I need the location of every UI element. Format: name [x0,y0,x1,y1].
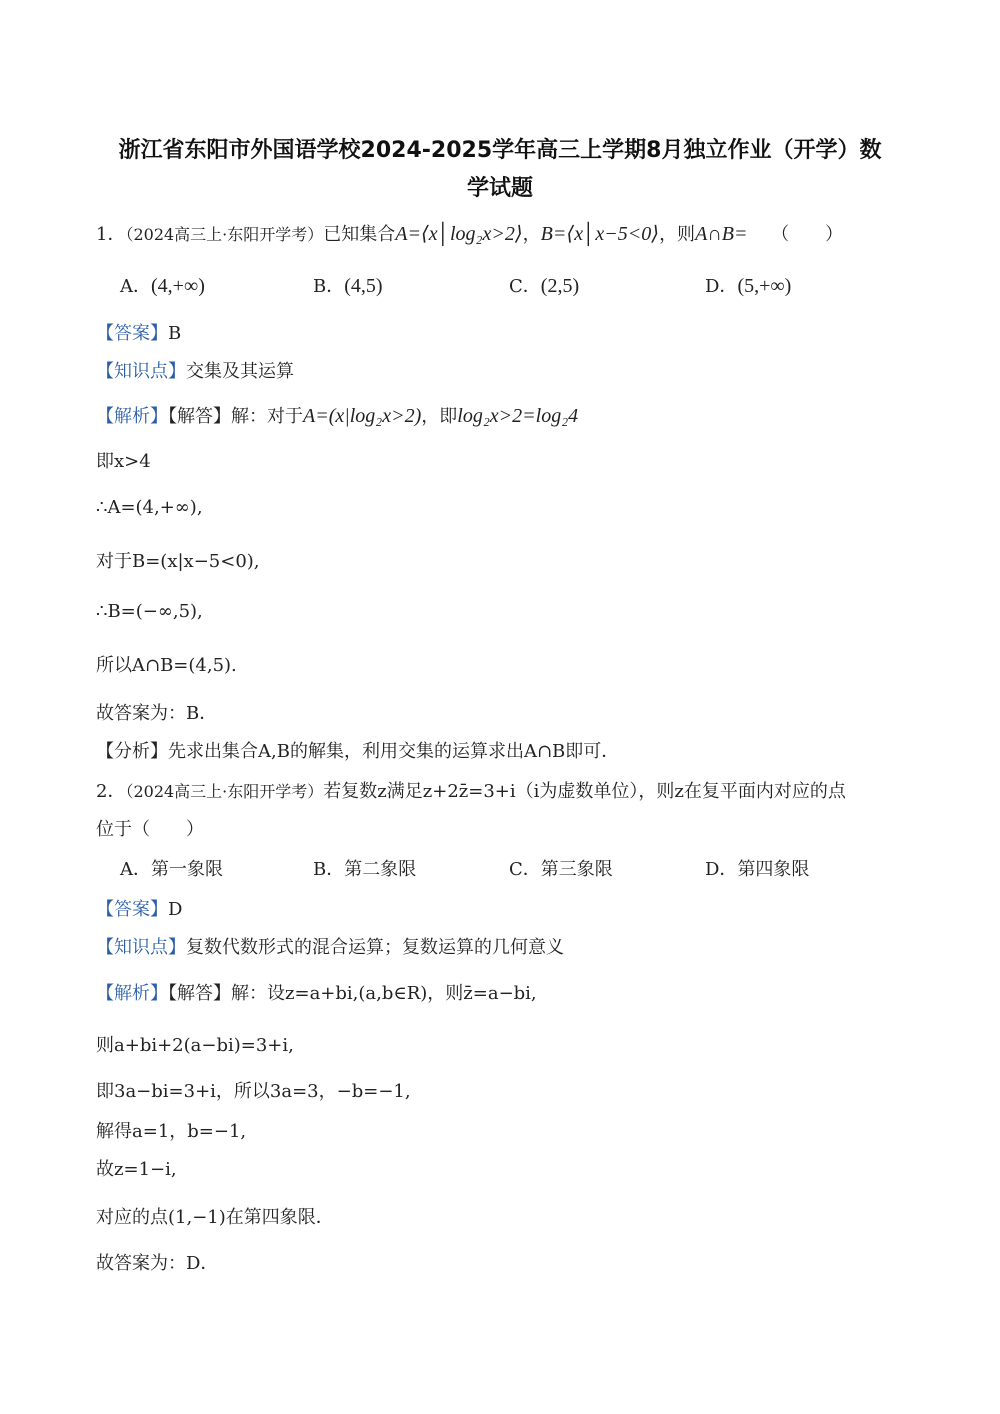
q2-option-c-letter: C． [509,859,541,880]
q1-solution-line: 对于B=(x|x−5<0), [96,551,260,572]
q1-option-c-letter: C． [509,276,541,297]
q1-ask: A∩B= [695,223,748,245]
q2-solution-line: 解得a=1，b=−1, [96,1121,247,1142]
q1-comma: ， [522,224,541,245]
q2-option-d-value: 第四象限 [737,859,810,880]
q1-option-a-letter: A． [120,276,151,297]
q2-stem-line1 [96,780,846,804]
q2-solution-line: 故z=1−i, [96,1159,177,1180]
q1-set-b: B=⟨x│x−5<0⟩ [540,223,660,245]
knowledge-label: 【知识点】 [96,361,186,382]
q1-set-a: A=⟨x│log₂x>2⟩ [395,223,523,245]
q1-source: （2024高三上·东阳开学考） [125,225,324,244]
q2-text1: 若复数z满足z+2z̄=3+i（i为虚数单位），则z在复平面内对应的点 [323,781,846,802]
q2-option-d-letter: D． [705,859,738,880]
q1-solution-line: ∴B=(−∞,5), [96,601,203,622]
q1-option-c [509,274,579,299]
q1-text-a: 已知集合 [323,224,396,245]
q1-option-d-letter: D． [705,276,738,297]
q1-fenxi: 先求出集合A,B的解集，利用交集的运算求出A∩B即可． [168,741,620,762]
q2-option-d [705,858,809,882]
q1-option-d [705,274,791,299]
q2-option-a-value: 第一象限 [151,859,223,880]
q1-answer: B [168,323,182,344]
q1-option-c-value: (2,5) [540,275,580,297]
q2-solution-first [96,982,537,1006]
solve-label: 【解答】 [168,983,231,1004]
q1-option-d-value: (5,+∞) [737,275,792,297]
q2-answer: D [168,899,183,920]
q1-number: 1． [96,224,126,245]
q1-solution-line: 故答案为：B． [96,703,218,724]
answer-label: 【答案】 [96,323,168,344]
q1-solution-line: 即x>4 [96,451,151,472]
q2-sol-first: 解：设z=a+bi,(a,b∈R)，则z̄=a−bi, [231,983,537,1004]
q1-knowledge-line [96,360,294,384]
knowledge-label: 【知识点】 [96,937,186,958]
q2-solution-line: 故答案为：D． [96,1253,219,1274]
q1-option-b-value: (4,5) [344,275,383,297]
q1-sol-a: A=(x|log₂x>2) [303,405,422,427]
q1-text-b: ，则 [659,224,696,245]
fenxi-label: 【分析】 [96,741,168,762]
q2-stem-line2: 位于（ ） [96,819,204,840]
answer-label: 【答案】 [96,899,168,920]
q2-solution-line: 即3a−bi=3+i，所以3a=3，−b=−1, [96,1081,411,1102]
q2-solution-line: 对应的点(1,−1)在第四象限． [96,1207,334,1228]
q2-option-c-value: 第三象限 [540,859,613,880]
page-title-line1: 浙江省东阳市外国语学校2024-2025学年高三上学期8月独立作业（开学）数 [118,138,882,163]
q2-option-c [509,858,613,882]
q2-solution-line: 则a+bi+2(a−bi)=3+i, [96,1035,294,1056]
q1-stem [96,222,843,247]
q2-option-b-value: 第二象限 [344,859,417,880]
q2-option-b [313,858,416,882]
q1-option-b [313,274,383,299]
q2-answer-line [96,898,182,922]
q1-knowledge: 交集及其运算 [186,361,294,382]
q2-option-a [120,858,223,882]
solve-label: 【解答】 [168,406,231,427]
q1-option-b-letter: B． [313,276,345,297]
q2-option-a-letter: A． [120,859,151,880]
q1-option-a [120,274,205,299]
analysis-label: 【解析】 [96,983,168,1004]
q1-fenxi-line [96,740,619,764]
q2-number: 2． [96,781,126,802]
q1-sol-log: log₂x>2=log₂4 [457,405,579,427]
q1-sol-intro: 解：对于 [231,406,303,427]
q2-source: （2024高三上·东阳开学考） [125,782,324,801]
q1-solution-line: 所以A∩B=(4,5). [96,655,237,676]
q1-option-a-value: (4,+∞) [151,275,205,297]
q2-knowledge: 复数代数形式的混合运算；复数运算的几何意义 [186,937,564,958]
q1-solution-line: ∴A=(4,+∞), [96,497,203,518]
q1-solution-first [96,404,578,429]
q2-knowledge-line [96,936,564,960]
q1-answer-line [96,322,181,346]
q1-paren: （ ） [771,224,844,245]
q2-option-b-letter: B． [313,859,345,880]
page-title-line2: 学试题 [466,176,533,201]
analysis-label: 【解析】 [96,406,168,427]
q1-sol-mid: ，即 [421,406,458,427]
